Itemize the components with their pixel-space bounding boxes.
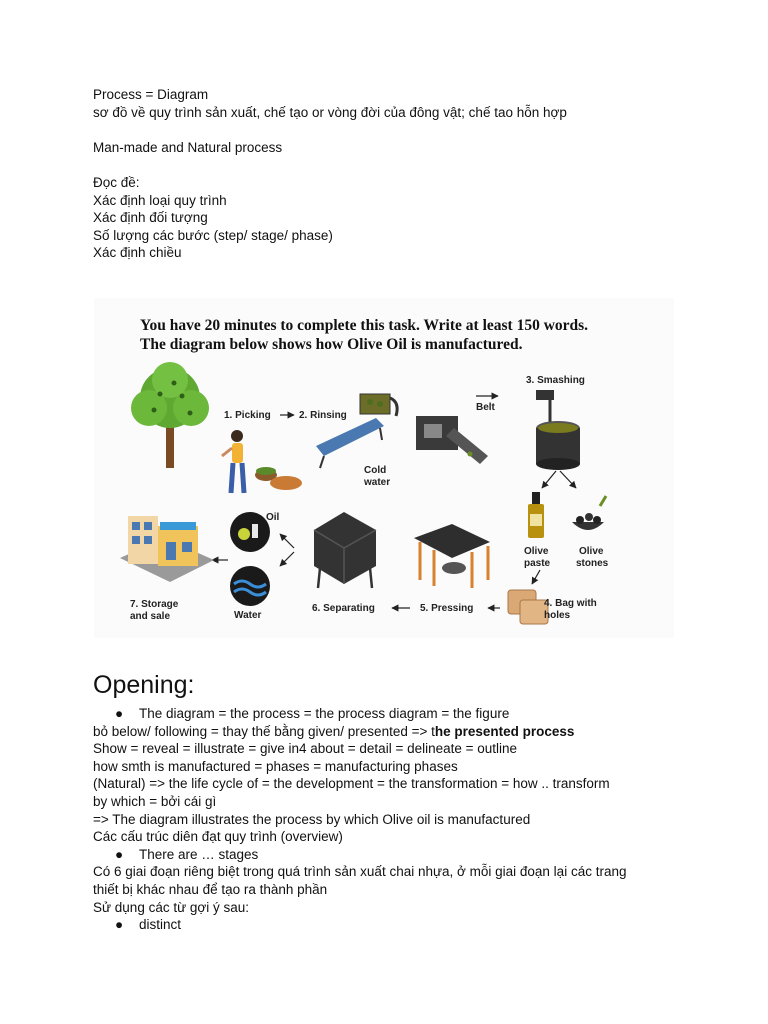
step-storage-label: 7. Storage — [130, 599, 179, 610]
figure-title-line: The diagram below shows how Olive Oil is manufactured. — [140, 336, 523, 353]
note-line: => The diagram illustrates the process by which Olive oil is manufactured — [93, 811, 531, 827]
note-line: Show = reveal = illustrate = give in4 about = detail = delineate = outline — [93, 741, 518, 757]
pressing-machine-icon — [414, 524, 490, 588]
figure-title-line: You have 20 minutes to complete this task. Write at least 150 words. — [140, 317, 589, 334]
olive-stones-label: Olive — [579, 546, 604, 557]
intro-line: sơ đồ về quy trình sản xuất, chế tạo or vòng đời của đông vật; chế tao hỗn hợp — [93, 104, 567, 120]
list-item — [93, 705, 713, 723]
step-bag-label: holes — [544, 610, 571, 621]
step-bag-label: 4. Bag with — [544, 598, 597, 609]
note-line: Có 6 giai đoạn riêng biệt trong quá trình sản xuất chai nhựa, ở mỗi giai đoạn lại các trang — [93, 864, 627, 880]
intro-line: Số lượng các bước (step/ stage/ phase) — [93, 227, 333, 243]
step-pressing-label: 5. Pressing — [420, 603, 474, 614]
bag-icon — [508, 590, 548, 624]
intro-line: Xác định loại quy trình — [93, 192, 227, 208]
note-line: thiết bị khác nhau để tạo ra thành phần — [93, 881, 328, 897]
separating-machine-icon — [314, 512, 376, 588]
bullet-icon: ● — [115, 846, 124, 862]
olive-basket-icon — [255, 467, 302, 490]
oil-icon — [230, 512, 270, 552]
olive-stones-label: stones — [576, 558, 609, 569]
smashing-machine-icon — [536, 390, 580, 470]
water-icon — [230, 566, 270, 606]
note-line — [93, 723, 713, 741]
intro-line: Process = Diagram — [93, 87, 209, 102]
olive-paste-label: paste — [524, 558, 551, 569]
bullet-icon: ● — [115, 917, 124, 933]
note-line: (Natural) => the life cycle of = the development = the transformation = how .. transform — [93, 776, 610, 792]
note-bold-text: he presented process — [434, 723, 575, 739]
water-output-label: Water — [234, 610, 262, 621]
intro-line: Man-made and Natural process — [93, 139, 283, 155]
list-item-text: The diagram = the process = the process diagram = the figure — [139, 706, 510, 721]
note-line: by which = bởi cái gì — [93, 793, 217, 809]
intro-notes — [93, 86, 713, 262]
step-rinsing-label: 2. Rinsing — [299, 410, 347, 421]
olive-paste-label: Olive — [524, 546, 549, 557]
note-line: how smth is manufactured = phases = manufacturing phases — [93, 758, 458, 774]
cold-water-label: water — [364, 477, 391, 488]
note-line: Các cấu trúc diên đạt quy trình (overview) — [93, 829, 343, 845]
olive-oil-process-figure — [94, 298, 674, 638]
cold-water-label: Cold — [364, 465, 387, 476]
list-item-text: There are … stages — [139, 846, 259, 862]
intro-line: Xác định chiều — [93, 245, 182, 261]
store-building-icon — [120, 516, 214, 582]
step-picking-label: 1. Picking — [224, 410, 271, 421]
opening-heading: Opening: — [93, 671, 195, 699]
process-diagram — [94, 298, 674, 638]
bullet-icon: ● — [115, 706, 124, 721]
step-separating-label: 6. Separating — [312, 603, 375, 614]
list-item-text: distinct — [139, 917, 182, 933]
oil-label: Oil — [266, 512, 280, 523]
belt-label: Belt — [476, 402, 495, 413]
list-item — [93, 916, 713, 934]
note-line: Sử dụng các từ gợi ý sau: — [93, 899, 250, 915]
note-text: bỏ below/ following = thay thế bằng given/ presented => t — [93, 723, 435, 739]
intro-line: Đọc đề: — [93, 174, 140, 190]
olive-paste-bottle-icon — [528, 492, 544, 538]
list-item — [93, 846, 713, 864]
step-storage-label: and sale — [130, 611, 171, 622]
rinsing-machine-icon — [316, 394, 397, 468]
olive-tree-icon — [131, 362, 209, 468]
intro-line: Xác định đối tượng — [93, 210, 208, 226]
olive-stones-bowl-icon — [572, 496, 606, 530]
step-smashing-label: 3. Smashing — [526, 375, 585, 386]
picker-person-icon — [222, 430, 244, 493]
belt-machine-icon — [416, 416, 488, 464]
opening-notes — [93, 705, 713, 934]
